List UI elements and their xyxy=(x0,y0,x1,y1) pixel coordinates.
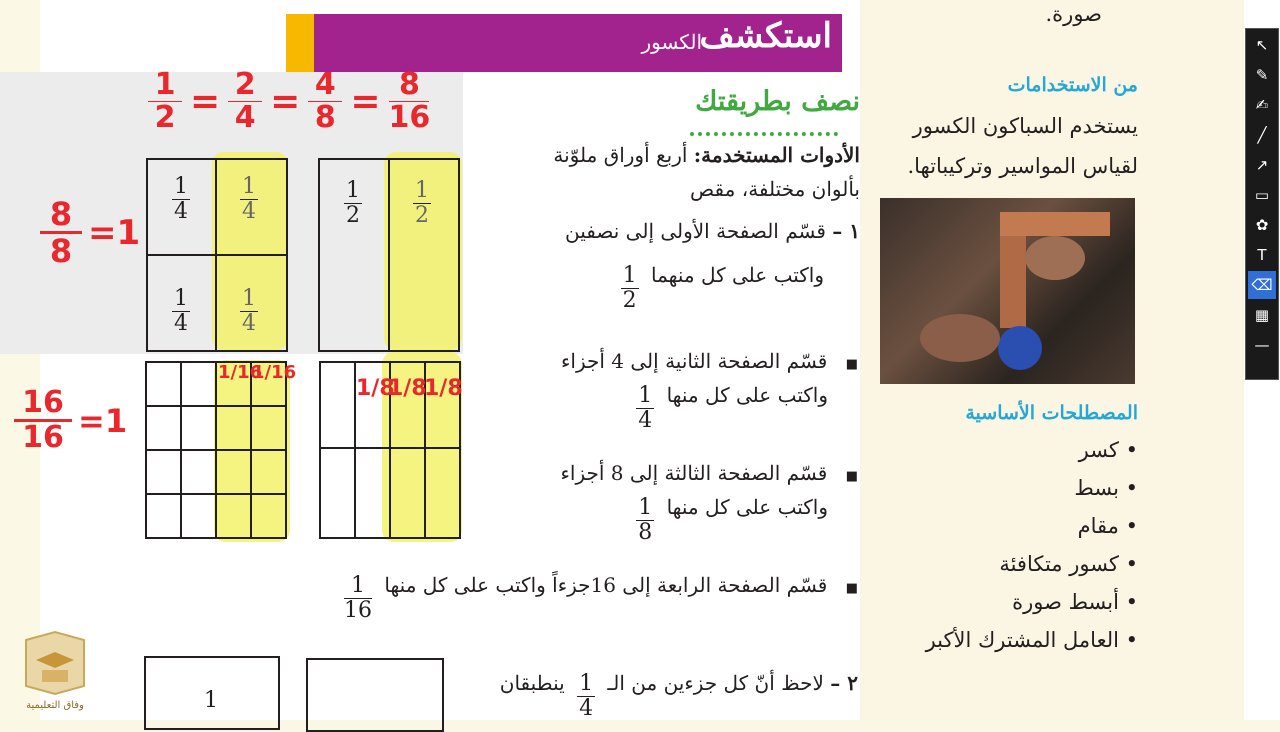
annot-frac-4 xyxy=(388,67,431,135)
step5-number: ٢ – xyxy=(830,671,858,695)
pencil-icon[interactable]: ✎ xyxy=(1255,66,1269,84)
uses-heading: من الاستخدامات xyxy=(1007,74,1138,96)
frac-num: 1 xyxy=(242,286,256,311)
tools-text-1: أربع أوراق ملوّنة xyxy=(553,143,688,167)
step2-text-2: واكتب على كل منها xyxy=(666,383,828,407)
tools-line-2: بألوان مختلفة، مقص xyxy=(690,177,860,201)
frac-den: 16 xyxy=(388,100,431,135)
logo-text: وفاق التعليمية xyxy=(26,700,84,711)
line-icon[interactable]: ╱ xyxy=(1257,126,1267,144)
annot-equivalence-chain xyxy=(148,67,431,135)
frac-num: 2 xyxy=(234,67,256,102)
term-label: بسط xyxy=(1074,476,1119,500)
annot-sixteen-rhs: =1 xyxy=(78,401,128,440)
frac-num: 1 xyxy=(622,263,637,288)
frac-den: 4 xyxy=(638,408,653,433)
separator-icon[interactable]: — xyxy=(1254,336,1270,354)
annot-eight-eights xyxy=(40,195,141,270)
logo-icon xyxy=(18,630,92,696)
term-item: • كسر xyxy=(1078,438,1138,462)
step4-bullet: ■ xyxy=(845,581,858,596)
frac-num: 1 xyxy=(154,67,176,102)
step1-line-1 xyxy=(565,214,860,248)
frac-den: 16 xyxy=(22,420,64,455)
annot-eight-frac xyxy=(40,195,82,270)
term-label: كسر xyxy=(1078,438,1119,462)
cursor-icon[interactable]: ↖ xyxy=(1255,36,1269,54)
label-quarter-4 xyxy=(240,288,258,335)
frac-den: 8 xyxy=(638,520,653,545)
frac-den: 16 xyxy=(343,598,372,623)
term-label: مقام xyxy=(1077,514,1119,538)
effects-icon[interactable]: ✿ xyxy=(1255,216,1269,234)
frac-den: 2 xyxy=(415,203,429,228)
term-label: أبسط صورة xyxy=(1012,590,1119,614)
frac-num: 1 xyxy=(638,495,653,520)
collapse-icon[interactable]: ↔ xyxy=(1255,374,1269,392)
fraction-sixteenth xyxy=(344,575,372,622)
frac-num: 1 xyxy=(350,573,365,598)
step2-line-2 xyxy=(636,378,828,432)
annot-eight-rhs: =1 xyxy=(88,212,141,253)
frac-num: 1 xyxy=(415,178,429,203)
frac-num: 16 xyxy=(22,385,64,420)
step1-text-2: واكتب على كل منهما xyxy=(651,263,824,287)
annot-eighth-c: 1/8 xyxy=(424,376,463,401)
text-icon[interactable]: T xyxy=(1257,246,1267,264)
checker-icon[interactable]: ▦ xyxy=(1254,306,1270,324)
tools-label: الأدوات المستخدمة: xyxy=(693,143,860,167)
step3-line-1 xyxy=(560,456,858,494)
header-title: استكشف xyxy=(699,16,832,56)
frac-den: 2 xyxy=(622,288,637,313)
frac-den: 4 xyxy=(242,311,256,336)
term-item: • العامل المشترك الأكبر xyxy=(925,628,1138,652)
label-half-left xyxy=(344,180,362,227)
plumber-photo-art xyxy=(880,198,1135,384)
fraction-eighth xyxy=(636,497,654,544)
terms-heading: المصطلحات الأساسية xyxy=(965,402,1138,424)
label-quarter-1 xyxy=(172,176,190,223)
label-quarter-2 xyxy=(240,176,258,223)
annot-eighth-b: 1/8 xyxy=(388,376,427,401)
header-accent xyxy=(286,14,314,72)
step1-line-2 xyxy=(621,258,824,312)
annotation-toolbar xyxy=(1245,28,1279,392)
sidebar-top-text: صورة. xyxy=(1045,2,1102,26)
term-label: العامل المشترك الأكبر xyxy=(925,628,1119,652)
fraction-quarter xyxy=(636,385,654,432)
annot-eighth-a: 1/8 xyxy=(356,376,395,401)
frac-den: 4 xyxy=(174,199,188,224)
tools-line-1 xyxy=(520,138,860,172)
step3-text-2: واكتب على كل منها xyxy=(666,495,828,519)
paper-halves-divider xyxy=(388,158,390,350)
rectangle-icon[interactable]: ▭ xyxy=(1254,186,1270,204)
step5-line xyxy=(500,666,858,720)
label-half-right xyxy=(413,180,431,227)
uses-line-1: يستخدم السباكون الكسور xyxy=(912,114,1138,138)
annot-eq-sign-2: = xyxy=(270,81,301,122)
section-underline xyxy=(690,126,838,136)
plumber-photo xyxy=(880,198,1135,384)
fraction-quarter-2 xyxy=(577,673,595,720)
arrow-icon[interactable]: ↗ xyxy=(1255,156,1269,174)
frac-den: 4 xyxy=(242,199,256,224)
header-subtitle: الكسور xyxy=(641,30,702,54)
frac-num: 4 xyxy=(314,67,336,102)
term-item: • كسور متكافئة xyxy=(999,552,1138,576)
publisher-logo xyxy=(18,630,92,712)
frac-num: 8 xyxy=(49,195,73,233)
term-label: كسور متكافئة xyxy=(999,552,1119,576)
step5-end: ينطبقان xyxy=(499,671,565,695)
annot-sixteenth-a: 1/16 xyxy=(218,362,263,383)
frac-num: 1 xyxy=(579,671,594,696)
label-quarter-3 xyxy=(172,288,190,335)
frac-num: 1 xyxy=(174,286,188,311)
frac-num: 1 xyxy=(638,383,653,408)
step5-text: لاحظ أنّ كل جزءين من الـ xyxy=(607,671,824,695)
frac-den: 4 xyxy=(234,100,256,135)
uses-line-2: لقياس المواسير وتركيباتها. xyxy=(907,154,1138,178)
fraction-half xyxy=(621,265,639,312)
frac-num: 8 xyxy=(398,67,420,102)
section-title: نصف بطريقتك xyxy=(695,86,860,117)
step1-text-1: قسّم الصفحة الأولى إلى نصفين xyxy=(565,219,826,243)
annot-eq-sign-1: = xyxy=(190,81,221,122)
annot-frac-2 xyxy=(228,67,262,135)
frac-den: 4 xyxy=(579,696,594,721)
annot-sixteen-frac xyxy=(14,385,72,455)
term-item: • أبسط صورة xyxy=(1012,590,1138,614)
paper-bottom-2 xyxy=(306,658,444,732)
step1-number: ١ – xyxy=(832,219,860,243)
step3-line-2 xyxy=(636,490,828,544)
terms-list xyxy=(878,438,1138,666)
frac-den: 8 xyxy=(314,100,336,135)
term-item: • مقام xyxy=(1077,514,1138,538)
term-item: • بسط xyxy=(1074,476,1138,500)
paper-quarters-hdivider xyxy=(146,254,286,256)
annot-frac-3 xyxy=(308,67,342,135)
frac-num: 1 xyxy=(346,178,360,203)
frac-den: 4 xyxy=(174,311,188,336)
frac-num: 1 xyxy=(242,174,256,199)
step4-line xyxy=(344,568,858,622)
frac-den: 8 xyxy=(49,232,73,270)
bottom-box-label: 1 xyxy=(204,688,218,713)
marker-icon[interactable]: ✍ xyxy=(1255,96,1269,114)
annot-sixteenth-b: 1/16 xyxy=(252,362,297,383)
step2-text-1: قسّم الصفحة الثانية إلى 4 أجزاء xyxy=(561,349,828,373)
annot-frac-1 xyxy=(148,67,182,135)
paper-sixteenths xyxy=(144,360,290,542)
eraser-icon[interactable]: ⌫ xyxy=(1248,271,1276,299)
step3-text-1: قسّم الصفحة الثالثة إلى 8 أجزاء xyxy=(560,461,828,485)
step2-line-1 xyxy=(561,344,858,382)
annot-sixteen-sixteenths xyxy=(14,385,128,455)
annot-eq-sign-3: = xyxy=(350,81,381,122)
step4-text: قسّم الصفحة الرابعة إلى 16جزءاً واكتب على كل منها xyxy=(384,573,828,597)
frac-den: 2 xyxy=(154,100,176,135)
frac-den: 2 xyxy=(346,203,360,228)
frac-num: 1 xyxy=(174,174,188,199)
step3-bullet: ■ xyxy=(845,469,858,484)
step2-bullet: ■ xyxy=(845,357,858,372)
